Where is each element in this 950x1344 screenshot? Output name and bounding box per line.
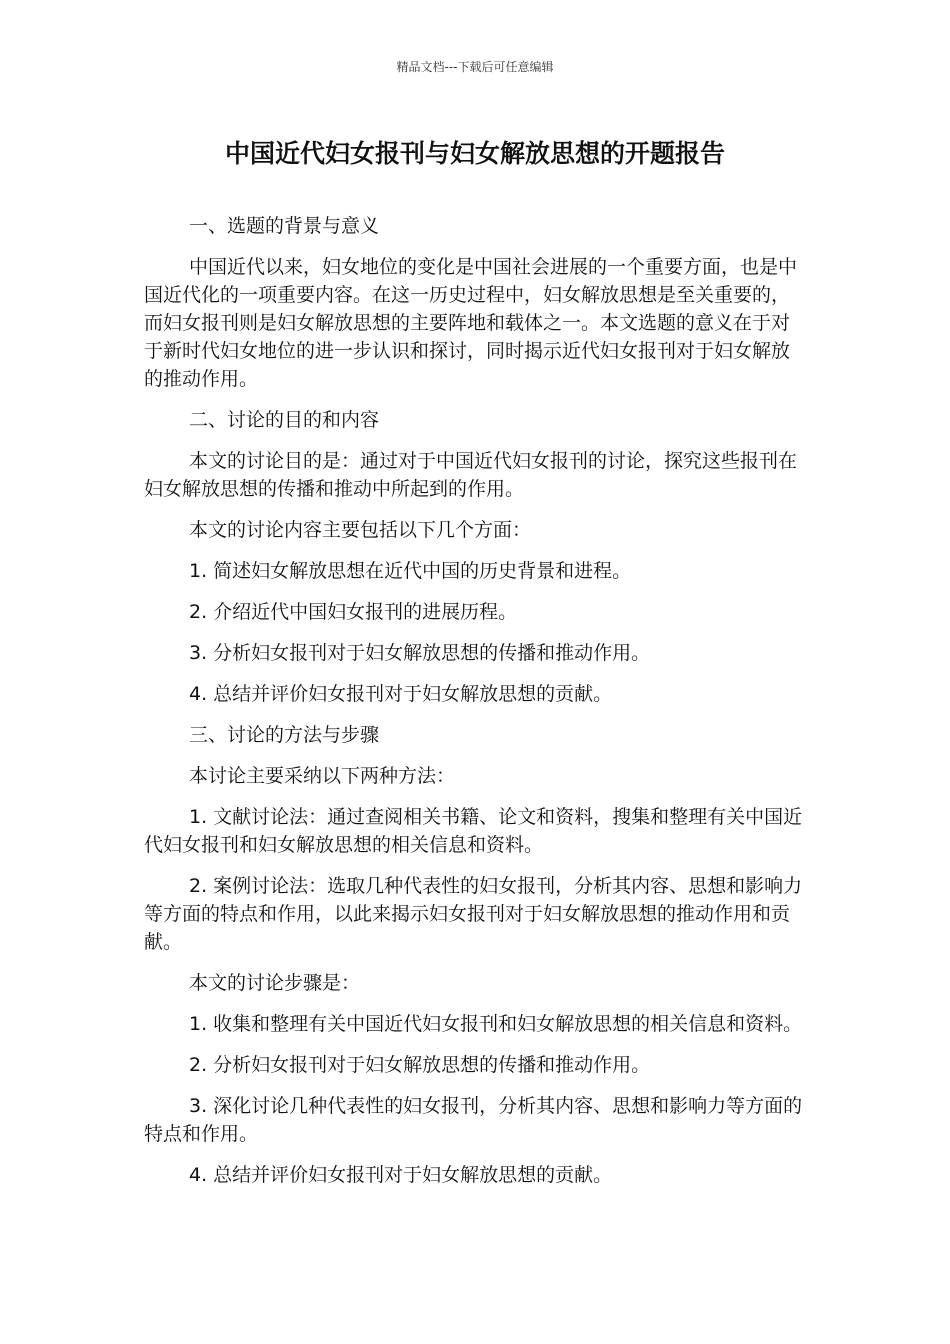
list-item-step-3: 3. 深化讨论几种代表性的妇女报刊，分析其内容、思想和影响力等方面的特点和作用。 (144, 1095, 803, 1145)
list-item-content-4: 4. 总结并评价妇女报刊对于妇女解放思想的贡献。 (189, 683, 613, 705)
list-item-content-2: 2. 介绍近代中国妇女报刊的进展历程。 (189, 601, 518, 623)
paragraph-methods-intro: 本讨论主要采纳以下两种方法： (189, 765, 456, 787)
list-item-content-1: 1. 简述妇女解放思想在近代中国的历史背景和进程。 (189, 560, 632, 582)
document-body (144, 212, 806, 1202)
section-heading-background: 一、选题的背景与意义 (189, 215, 380, 237)
list-item-step-2: 2. 分析妇女报刊对于妇女解放思想的传播和推动作用。 (189, 1054, 651, 1076)
page-header-note: 精品文档---下载后可任意编辑 (396, 60, 554, 74)
list-item-method-1: 1. 文献讨论法：通过查阅相关书籍、论文和资料，搜集和整理有关中国近代妇女报刊和妇女解放思想的相关信息和资料。 (144, 806, 803, 856)
list-item-method-2: 2. 案例讨论法：选取几种代表性的妇女报刊，分析其内容、思想和影响力等方面的特点和作用，以此来揭示妇女报刊对于妇女解放思想的推动作用和贡献。 (144, 875, 803, 953)
section-heading-purpose: 二、讨论的目的和内容 (189, 409, 380, 431)
paragraph-steps-intro: 本文的讨论步骤是： (189, 972, 361, 994)
section-heading-methods: 三、讨论的方法与步骤 (189, 724, 380, 746)
list-item-step-1: 1. 收集和整理有关中国近代妇女报刊和妇女解放思想的相关信息和资料。 (189, 1013, 803, 1035)
list-item-step-4: 4. 总结并评价妇女报刊对于妇女解放思想的贡献。 (189, 1164, 613, 1186)
document-title: 中国近代妇女报刊与妇女解放思想的开题报告 (224, 139, 725, 168)
list-item-content-3: 3. 分析妇女报刊对于妇女解放思想的传播和推动作用。 (189, 642, 651, 664)
paragraph-content-intro: 本文的讨论内容主要包括以下几个方面： (189, 519, 532, 541)
paragraph-purpose: 本文的讨论目的是：通过对于中国近代妇女报刊的讨论，探究这些报刊在妇女解放思想的传播和推动中所起到的作用。 (144, 450, 798, 500)
paragraph-background: 中国近代以来，妇女地位的变化是中国社会进展的一个重要方面，也是中国近代化的一项重要内容。在这一历史过程中，妇女解放思想是至关重要的，而妇女报刊则是妇女解放思想的主要阵地和载体之一。本文选题的意义在于对于新时代妇女地位的进一步认识和探讨，同时揭示近代妇女报刊对于妇女解放的推动作用。 (144, 256, 798, 390)
